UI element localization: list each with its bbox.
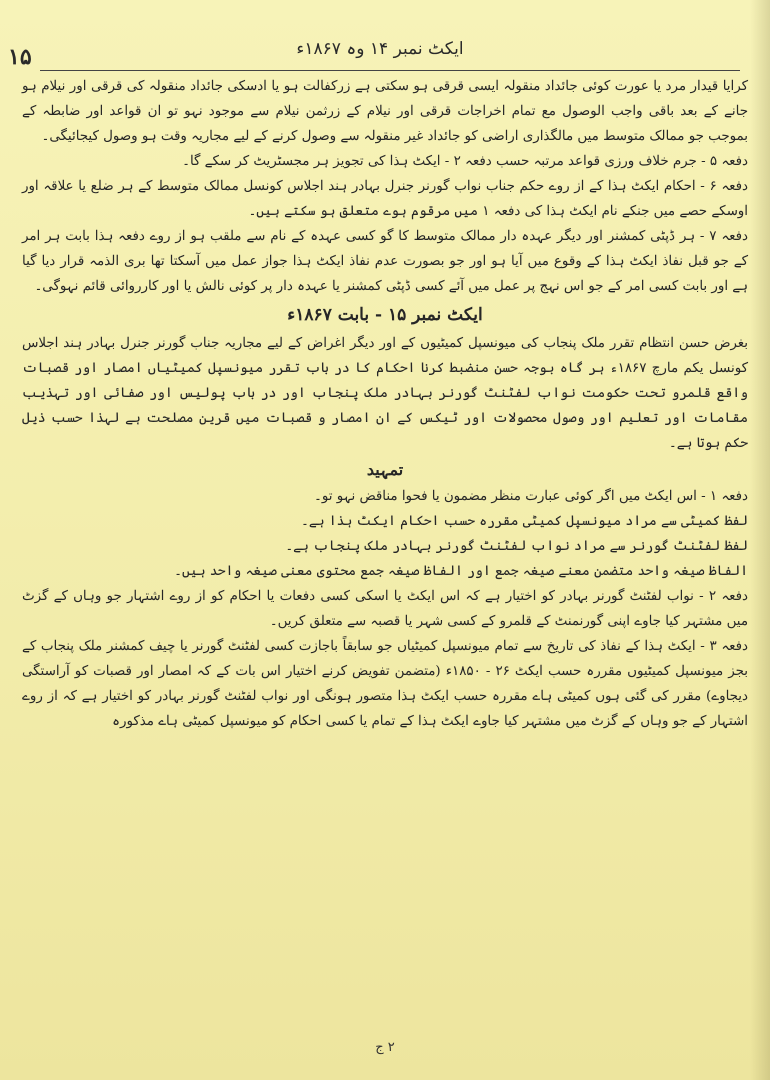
page-body: [22, 74, 748, 1032]
paragraph-continuation: کرایا قیدار مرد یا عورت کوئی جائداد منقولہ ایسی قرقی ہو سکتی ہے زرکفالت ہو یا ادسکی جائداد منقولہ کی قرقی اور نیلام ہو جانے کے بعد باقی واجب الوصول مع تمام اخراجات قرقی اور نیلام کے زرثمن نیلام سے موجود نہو تو ان قواعد اور ضابطہ کے بموجب جو ممالک متوسط میں مالگذاری اراضی کو جائداد غیر منقولہ سے وصول کرنے کے لیے مجاریہ وقت ہو وصول کیجائیگی۔: [22, 79, 748, 144]
section-item: الفاظ صیغہ واحد متضمن معنے صیغہ جمع اور الفاظ صیغہ جمع محتوی معنی صیغہ واحد ہیں۔: [174, 564, 748, 579]
section-item: دفعہ ۱ - اس ایکٹ میں اگر کوئی عبارت منظر مضمون یا فحوا مناقض نہو تو۔: [313, 489, 748, 504]
page-footer-signature: ۲ ج: [375, 1040, 395, 1055]
act-intro: بغرض حسن انتظام تقرر ملک پنجاب کی میونسپل کمیٹیوں کے اور دیگر اغراض کے لیے مجاریہ جناب گورنر جنرل بہادر ہند اجلاس کونسل یکم مارچ ۱۸۶۷ء ہر گاہ بوجہ حسن منضبط کرنا احکام کا در باب تقرر میونسپل کمیٹیاں امصار اور قصبات واقع قلمرو تحت حکومت نواب لفٹنٹ گورنر بہادر ملک پنجاب اور در باب پولیس اور صفائی اور تہذیب مقامات اور تعلیم اور وصول محصولات اور ٹیکس کے ان امصار و قصبات میں قرین مصلحت ہے لہذا حسب ذیل حکم ہوتا ہے۔: [22, 336, 748, 451]
page-edge-shadow: [750, 0, 770, 1080]
preamble-heading: تمہید: [366, 460, 404, 479]
section-item: دفعہ ۳ - ایکٹ ہذا کے نفاذ کی تاریخ سے تمام میونسپل کمیٹیاں جو سابقاً باجازت کسی لفٹنٹ گورنر یا چیف کمشنر ملک پنجاب کے بجز میونسپل کمیٹیوں مقررہ حسب ایکٹ ۲۶ - ۱۸۵۰ء (متضمن تفویض کرنے اختیار اس بات کے کہ امصار اور قصبات کو آراستگی دیجاوے) مقرر کی گئی ہوں کمیٹی ہاے مقررہ حسب ایکٹ ہذا متصور ہونگی اور نواب لفٹنٹ گورنر بہادر کو اختیار ہے کہ از روے اشتہار کے جو وہاں کے گزٹ میں مشتہر کیا جاوے ایکٹ ہذا کے تمام یا کسی احکام کو میونسپل کمیٹی ہاے مذکورہ: [22, 639, 748, 729]
paragraph-section-6: دفعہ ۶ - احکام ایکٹ ہذا کے از روے حکم جناب نواب گورنر جنرل بہادر ہند اجلاس کونسل ممالک متوسط کے ہر ضلع یا علاقہ اور اوسکے حصے میں جنکے نام ایکٹ ہذا کی دفعہ ۱ میں مرقوم ہوے متعلق ہو سکتے ہیں۔: [22, 179, 748, 219]
page-number: ۱۵: [8, 44, 32, 70]
section-item: دفعہ ۲ - نواب لفٹنٹ گورنر بہادر کو اختیار ہے کہ اس ایکٹ یا اسکی کسی دفعات یا احکام کو از روے اشتہار جو وہاں کے گزٹ میں مشتہر کیا جاوے اپنی گورنمنٹ کے قلمرو کے کسی شہر یا قصبہ سے متعلق کریں۔: [22, 589, 748, 629]
running-header: ایکٹ نمبر ۱۴ وہ ۱۸۶۷ء: [296, 39, 464, 59]
header-rule: [40, 70, 740, 71]
act-heading: ایکٹ نمبر ۱۵ - بابت ۱۸۶۷ء: [287, 305, 483, 325]
section-item: لفظ کمیٹی سے مراد میونسپل کمیٹی مقررہ حسب احکام ایکٹ ہذا ہے۔: [301, 514, 748, 529]
section-item: لفظ لفٹنٹ گورنر سے مراد نواب لفٹنٹ گورنر بہادر ملک پنجاب ہے۔: [285, 539, 748, 554]
paragraph-section-5: دفعہ ۵ - جرم خلاف ورزی قواعد مرتبہ حسب دفعہ ۲ - ایکٹ ہذا کی تجویز ہر مجسٹریٹ کر سکے گا۔: [182, 154, 748, 169]
paragraph-section-7: دفعہ ۷ - ہر ڈپٹی کمشنر اور دیگر عہدہ دار ممالک متوسط کا گو کسی عہدہ کے نام سے ملقب ہو از روے دفعہ ہذا بابت ہر امر کے جو قبل نفاذ ایکٹ ہذا کے وقوع میں آیا ہو اور جو بصورت عدم نفاذ ایکٹ ہذا جواز عمل میں آسکتا تھا بری الذمہ قرار دیا گیا ہے اور بابت کسی امر کے جو اس نہج پر عمل میں آئے کسی ڈپٹی کمشنر یا عہدہ دار پر کوئی نالش یا اور کارروائی قائم نہوگی۔: [22, 229, 748, 294]
